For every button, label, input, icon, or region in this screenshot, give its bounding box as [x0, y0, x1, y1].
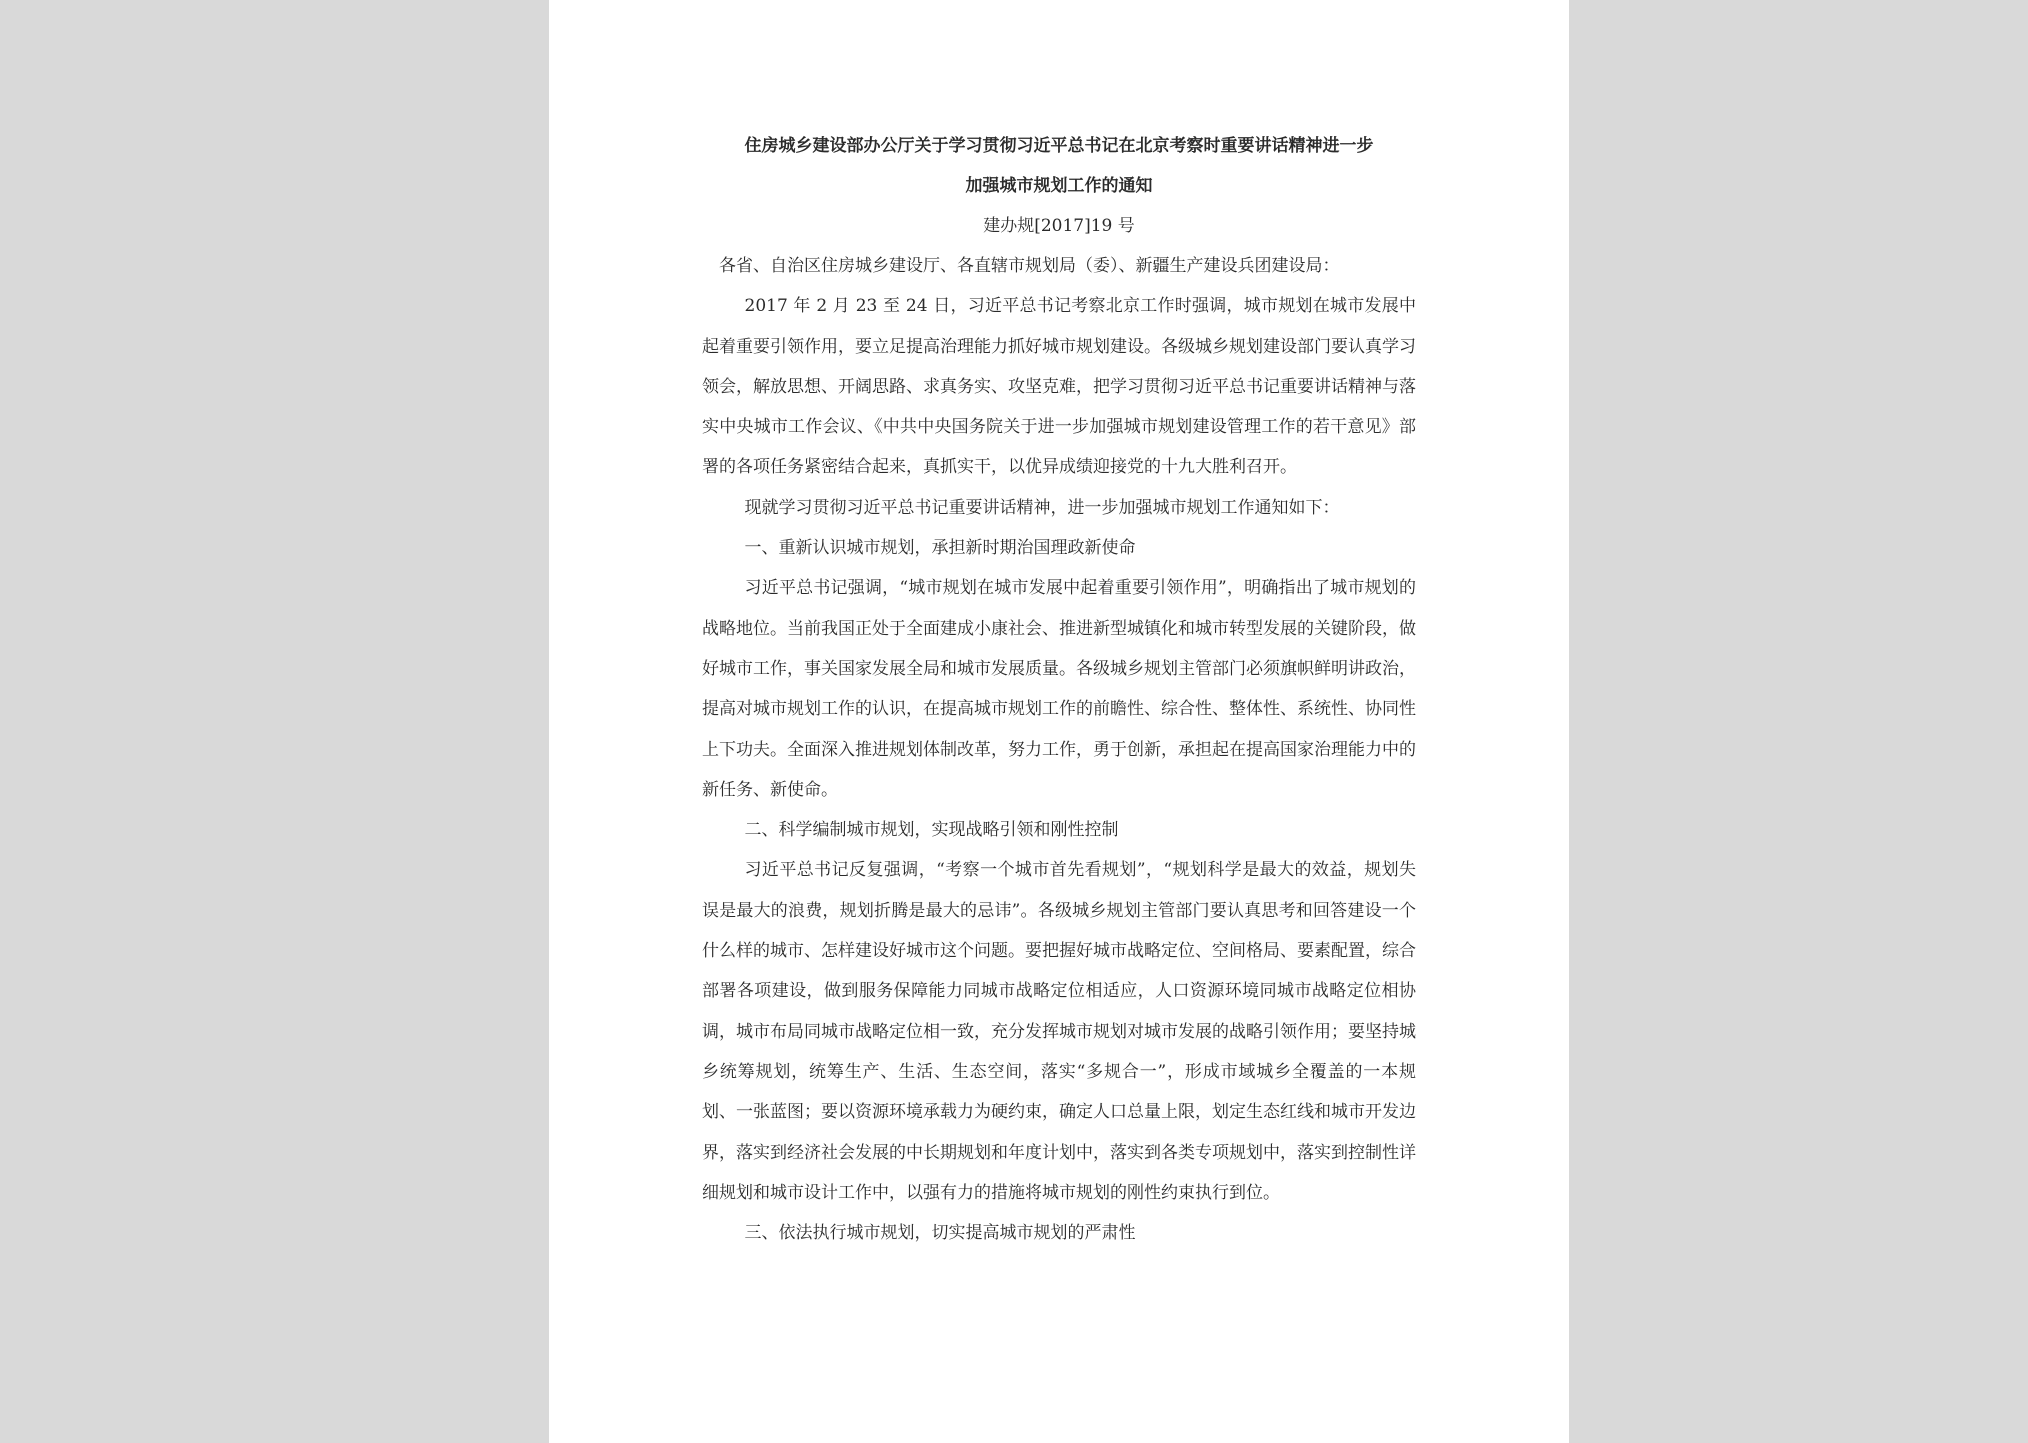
paragraph-notice: 现就学习贯彻习近平总书记重要讲话精神，进一步加强城市规划工作通知如下：: [744, 497, 1340, 518]
document-content: [702, 126, 1416, 1253]
section-1-body: 习近平总书记强调，“城市规划在城市发展中起着重要引领作用”，明确指出了城市规划的战略地位。当前我国正处于全面建成小康社会、推进新型城镇化和城市转型发展的关键阶段，做好城市工作，事关国家发展全局和城市发展质量。各级城乡规划主管部门必须旗帜鲜明讲政治，提高对城市规划工作的认识，在提高城市规划工作的前瞻性、综合性、整体性、系统性、协同性上下功夫。全面深入推进规划体制改革，努力工作，勇于创新，承担起在提高国家治理能力中的新任务、新使命。: [702, 578, 1416, 800]
document-title-line-2: 加强城市规划工作的通知: [965, 176, 1153, 196]
document-number: 建办规[2017]19 号: [983, 216, 1135, 236]
paragraph-intro: 2017 年 2 月 23 至 24 日，习近平总书记考察北京工作时强调，城市规划在城市发展中起着重要引领作用，要立足提高治理能力抓好城市规划建设。各级城乡规划建设部门要认真学习领会，解放思想、开阔思路、求真务实、攻坚克难，把学习贯彻习近平总书记重要讲话精神与落实中央城市工作会议、《中共中央国务院关于进一步加强城市规划建设管理工作的若干意见》部署的各项任务紧密结合起来，真抓实干，以优异成绩迎接党的十九大胜利召开。: [702, 296, 1416, 478]
document-title-line-1: 住房城乡建设部办公厅关于学习贯彻习近平总书记在北京考察时重要讲话精神进一步: [744, 136, 1374, 156]
section-3-heading: 三、依法执行城市规划，切实提高城市规划的严肃性: [744, 1223, 1136, 1244]
salutation: 各省、自治区住房城乡建设厅、各直辖市规划局（委）、新疆生产建设兵团建设局：: [719, 256, 1340, 276]
section-1-heading: 一、重新认识城市规划，承担新时期治国理政新使命: [744, 538, 1136, 559]
section-2-body: 习近平总书记反复强调，“考察一个城市首先看规划”，“规划科学是最大的效益，规划失误是最大的浪费，规划折腾是最大的忌讳”。各级城乡规划主管部门要认真思考和回答建设一个什么样的城市、怎样建设好城市这个问题。要把握好城市战略定位、空间格局、要素配置，综合部署各项建设，做到服务保障能力同城市战略定位相适应，人口资源环境同城市战略定位相协调，城市布局同城市战略定位相一致，充分发挥城市规划对城市发展的战略引领作用；要坚持城乡统筹规划，统筹生产、生活、生态空间，落实“多规合一”，形成市域城乡全覆盖的一本规划、一张蓝图；要以资源环境承载力为硬约束，确定人口总量上限，划定生态红线和城市开发边界，落实到经济社会发展的中长期规划和年度计划中，落实到各类专项规划中，落实到控制性详细规划和城市设计工作中，以强有力的措施将城市规划的刚性约束执行到位。: [702, 860, 1416, 1203]
document-page: [549, 0, 1569, 1443]
section-2-heading: 二、科学编制城市规划，实现战略引领和刚性控制: [744, 820, 1119, 841]
